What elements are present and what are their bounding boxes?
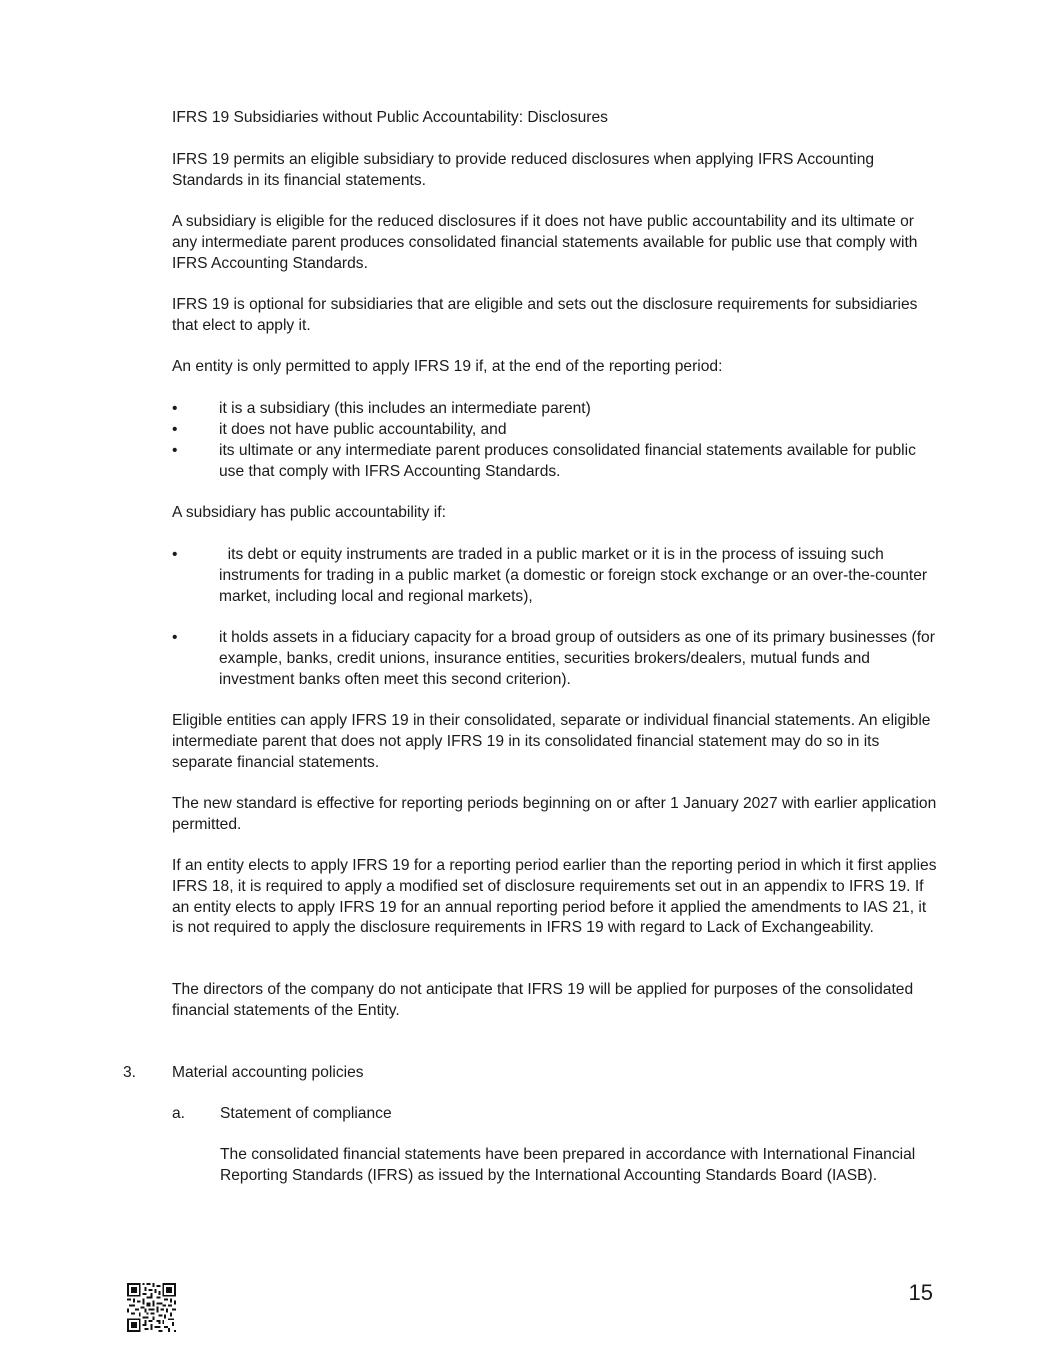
paragraph-directors: The directors of the company do not anticipate that IFRS 19 will be applied for purposes of the consolidated financial statements of the Entity. [172, 981, 914, 1019]
paragraph-eligibility-conditions: A subsidiary is eligible for the reduced disclosures if it does not have public accountability and its ultimate or any intermediate parent produces consolidated financial statements available for public use that comply with IFRS Accounting Standards. [172, 213, 918, 272]
bullet-icon: • [172, 400, 178, 417]
bullet-icon: • [172, 546, 178, 563]
paragraph-eligibility-intro: IFRS 19 permits an eligible subsidiary to provide reduced disclosures when applying IFRS Accounting Standards in its financial statements. [172, 151, 875, 189]
paragraph-compliance: The consolidated financial statements have been prepared in accordance with International Financial Reporting Standards (IFRS) as issued by the International Accounting Standards Board (IASB). [220, 1146, 916, 1184]
qr-code-icon [127, 1283, 176, 1332]
paragraph-effective-date: The new standard is effective for reporting periods beginning on or after 1 January 2027 with earlier application permitted. [172, 795, 937, 833]
bullet-icon: • [172, 629, 178, 646]
subsection-number: a. [172, 1105, 186, 1122]
paragraph-accountability-intro: A subsidiary has public accountability if: [172, 504, 446, 521]
page-number: 15 [908, 1280, 933, 1305]
section-number: 3. [123, 1064, 137, 1081]
section-heading: Material accounting policies [172, 1064, 364, 1081]
list-item-text: it holds assets in a fiduciary capacity for a broad group of outsiders as one of its primary businesses (for example, banks, credit unions, insurance entities, securities brokers/dealers, mutual funds and investment banks often meet this second criterion). [219, 629, 935, 688]
list-item-text: it is a subsidiary (this includes an intermediate parent) [219, 400, 591, 417]
paragraph-optional: IFRS 19 is optional for subsidiaries that are eligible and sets out the disclosure requirements for subsidiaries that elect to apply it. [172, 296, 918, 334]
subsection-heading: Statement of compliance [220, 1105, 392, 1122]
bullet-icon: • [172, 421, 178, 438]
section-title: IFRS 19 Subsidiaries without Public Accountability: Disclosures [172, 109, 608, 126]
paragraph-early-application: If an entity elects to apply IFRS 19 for a reporting period earlier than the reporting period in which it first applies IFRS 18, it is required to apply a modified set of disclosure requirements set out in an appendix to IFRS 19. If an entity elects to apply IFRS 19 for an annual reporting period before it applied the amendments to IAS 21, it is not required to apply the disclosure requirements in IFRS 19 with regard to Lack of Exchangeability. [172, 857, 937, 937]
list-item-text: its debt or equity instruments are traded in a public market or it is in the process of issuing such instruments for trading in a public market (a domestic or foreign stock exchange or an over-the-counter market, including local and regional markets), [219, 546, 932, 605]
paragraph-eligible-entities: Eligible entities can apply IFRS 19 in their consolidated, separate or individual financial statements. An eligible intermediate parent that does not apply IFRS 19 in its consolidated financial statement may do so in its separate financial statements. [172, 712, 931, 771]
list-item-text: it does not have public accountability, and [219, 421, 507, 438]
list-item-text: its ultimate or any intermediate parent produces consolidated financial statements available for public use that comply with IFRS Accounting Standards. [219, 442, 916, 480]
paragraph-permitted-intro: An entity is only permitted to apply IFRS 19 if, at the end of the reporting period: [172, 358, 723, 375]
bullet-icon: • [172, 442, 178, 459]
